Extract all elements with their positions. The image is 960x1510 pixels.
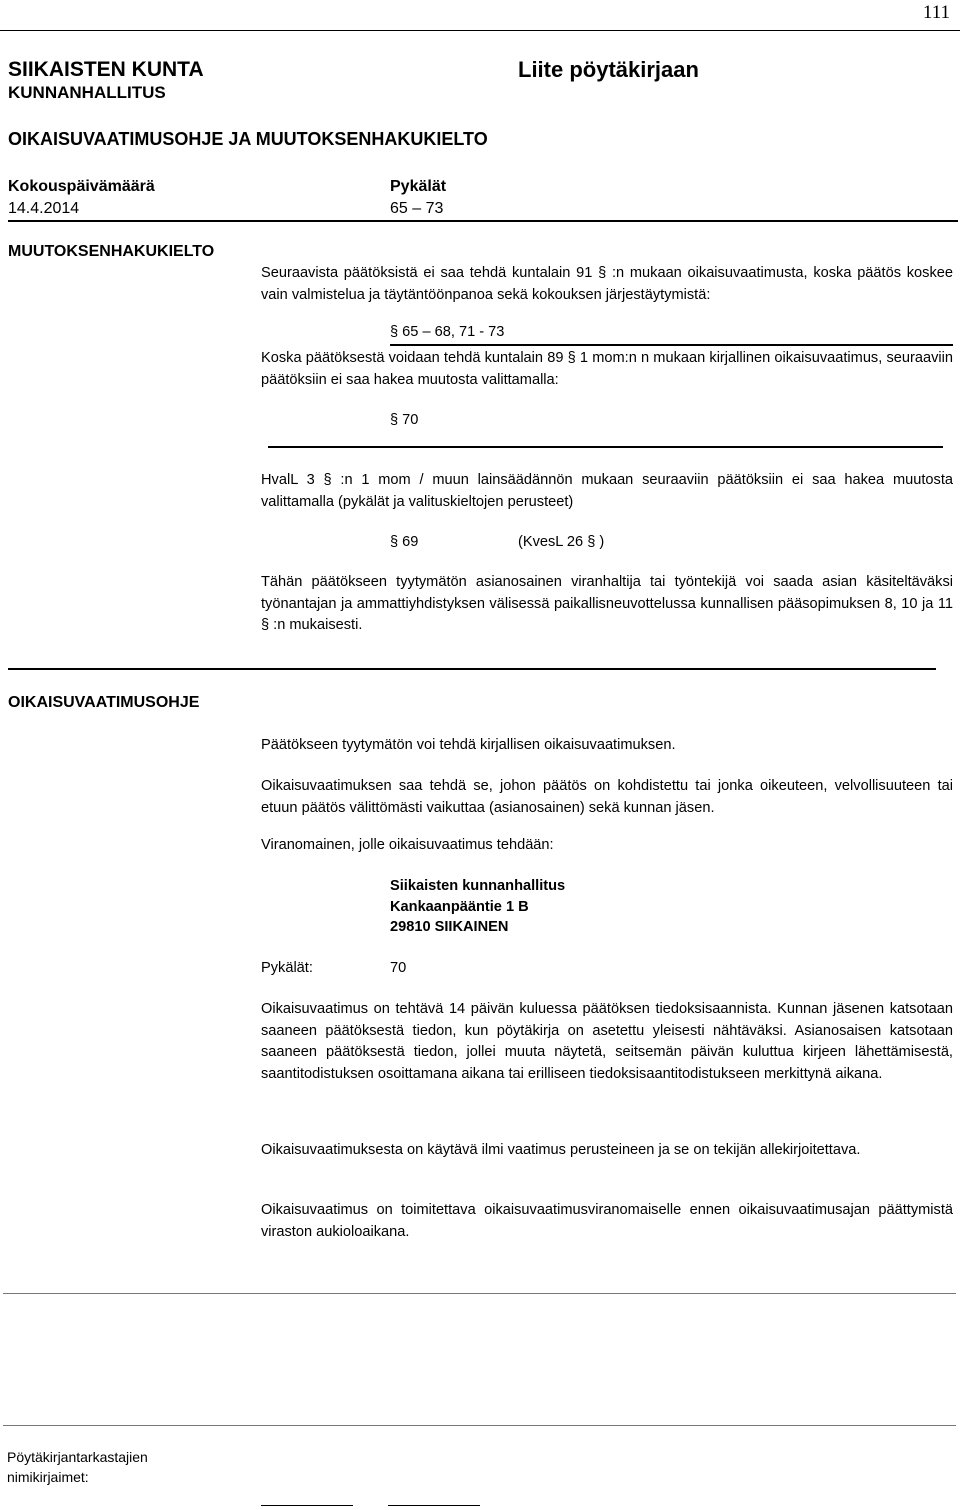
instructions-paragraph-1: Päätökseen tyytymätön voi tehdä kirjallisen oikaisuvaatimuksen. — [261, 737, 676, 753]
sections-label: Pykälät — [390, 178, 447, 195]
instructions-sections-label: Pykälät: — [261, 960, 313, 976]
sections-underline-2 — [268, 446, 943, 448]
appeal-instructions-heading: OIKAISUVAATIMUSOHJE — [8, 694, 200, 711]
appeal-ban-paragraph-2: Koska päätöksestä voidaan tehdä kuntalain 89 § 1 mom:n n mukaan kirjallinen oikaisuvaatimus, seuraaviin päätöksiin ei saa hakea muutosta valittamalla: — [261, 350, 953, 388]
footer-label-line-2: nimikirjaimet: — [7, 1469, 89, 1485]
appeal-ban-basis: (KvesL 26 § ) — [518, 534, 605, 550]
document-title: OIKAISUVAATIMUSOHJE JA MUUTOKSENHAKUKIELTO — [8, 129, 488, 149]
org-unit: KUNNANHALLITUS — [8, 83, 166, 102]
footer-label — [7, 1447, 148, 1487]
appeal-ban-sections-2: § 70 — [390, 412, 419, 428]
appeal-ban-paragraph-1: Seuraavista päätöksistä ei saa tehdä kuntalain 91 § :n mukaan oikaisuvaatimusta, koska päätös koskee vain valmistelua ja täytäntöönpanoa sekä kokouksen järjestäytymistä: — [261, 265, 953, 303]
page-number: 111 — [922, 2, 950, 23]
appeal-ban-paragraph-4: Tähän päätökseen tyytymätön asianosainen viranhaltija tai työntekijä voi saada asian käsiteltäväksi työnantajan ja ammattiyhdistyksen välisessä paikallisneuvottelussa kunnallisen pääsopimuksen 8, 10 ja 11 § :n mukaisesti. — [261, 574, 953, 633]
signature-line-1 — [261, 1505, 353, 1506]
sections-underline-1 — [390, 344, 953, 346]
instructions-paragraph-3: Oikaisuvaatimus on tehtävä 14 päivän kuluessa päätöksen tiedoksisaannista. Kunnan jäsenen katsotaan saaneen päätöksestä tiedon, kun pöytäkirja on asetettu yleisesti nähtäväksi. Asianosaisen katsotaan saaneen päätöksestä tiedon, jollei muuta näytetä, seitsemän päivän kuluttua kirjeen lähettämisestä, saantitodistuksen osoittamana aikana tai erilliseen tiedoksisaantitodistukseen merkittynä aikana. — [261, 1001, 953, 1082]
section-divider — [8, 668, 936, 670]
top-divider — [0, 30, 960, 31]
appeal-ban-sections-3: § 69 — [390, 534, 419, 550]
authority-name: Siikaisten kunnanhallitus — [390, 878, 566, 894]
appeal-ban-paragraph-3: HvalL 3 § :n 1 mom / muun lainsäädännön mukaan seuraaviin päätöksiin ei saa hakea muutosta valittamalla (pykälät ja valituskieltojen perusteet) — [261, 472, 953, 510]
footer-label-line-1: Pöytäkirjantarkastajien — [7, 1449, 148, 1465]
authority-postal: 29810 SIIKAINEN — [390, 919, 509, 935]
attachment-label: Liite pöytäkirjaan — [518, 57, 699, 82]
org-name: SIIKAISTEN KUNTA — [8, 58, 204, 81]
appeal-ban-heading: MUUTOKSENHAKUKIELTO — [8, 243, 215, 260]
footer-divider — [3, 1425, 956, 1426]
meeting-date: 14.4.2014 — [8, 200, 80, 217]
instructions-paragraph-5: Oikaisuvaatimus on toimitettava oikaisuvaatimusviranomaiselle ennen oikaisuvaatimusajan päättymistä viraston aukioloaikana. — [261, 1202, 953, 1240]
header-divider — [8, 220, 958, 222]
instructions-paragraph-4: Oikaisuvaatimuksesta on käytävä ilmi vaatimus perusteineen ja se on tekijän allekirjoitettava. — [261, 1142, 861, 1158]
body-end-divider — [3, 1293, 956, 1294]
appeal-ban-sections-1: § 65 – 68, 71 - 73 — [390, 324, 505, 340]
meeting-date-label: Kokouspäivämäärä — [8, 178, 155, 195]
instructions-paragraph-2: Oikaisuvaatimuksen saa tehdä se, johon päätös on kohdistettu tai jonka oikeuteen, velvollisuuteen tai etuun päätös välittömästi vaikuttaa (asianosainen) sekä kunnan jäsen. — [261, 778, 953, 816]
authority-street: Kankaanpääntie 1 B — [390, 899, 529, 915]
authority-label: Viranomainen, jolle oikaisuvaatimus tehdään: — [261, 837, 554, 853]
instructions-sections-value: 70 — [390, 960, 407, 976]
signature-line-2 — [388, 1505, 480, 1506]
sections-range: 65 – 73 — [390, 200, 444, 217]
